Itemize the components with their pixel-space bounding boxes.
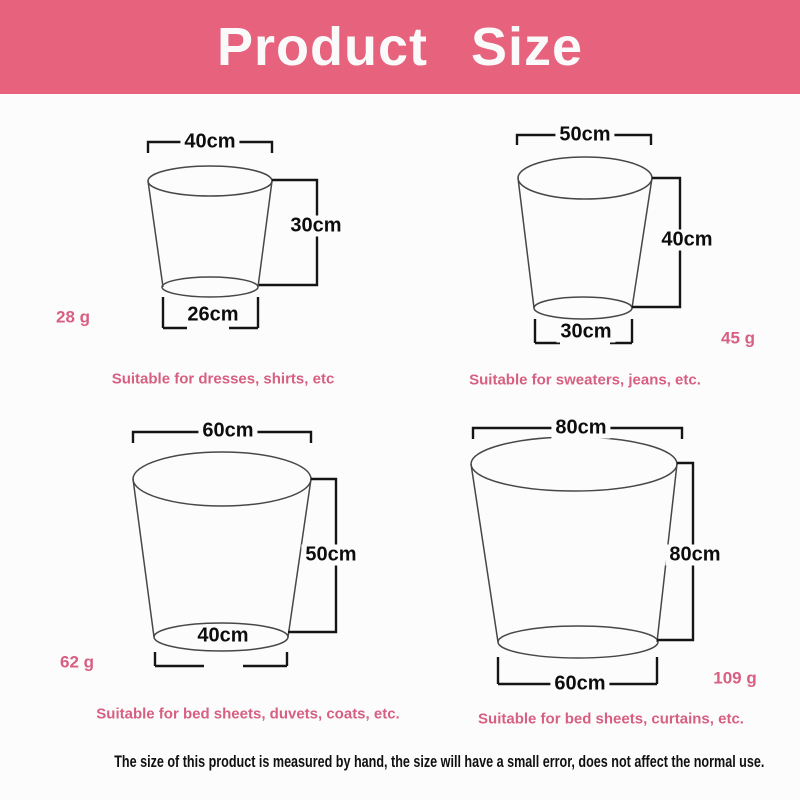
suitability-text: Suitable for sweaters, jeans, etc.: [469, 371, 701, 389]
weight-label: 62 g: [59, 652, 95, 672]
height-label: 50cm: [301, 545, 360, 566]
dimension-lines: [473, 428, 693, 684]
title-banner: [0, 0, 800, 94]
bag-outline: [518, 157, 652, 319]
bag-outline: [133, 452, 311, 651]
suitability-text: Suitable for bed sheets, duvets, coats, etc.: [96, 705, 400, 723]
bag-outline: [148, 166, 272, 297]
height-label: 80cm: [665, 545, 724, 566]
height-label: 40cm: [657, 230, 716, 251]
height-label: 30cm: [286, 216, 345, 237]
bottom-width-label: 30cm: [556, 322, 615, 343]
bottom-width-label: 60cm: [550, 674, 609, 695]
dimension-lines: [517, 135, 680, 343]
weight-label: 109 g: [713, 668, 757, 688]
suitability-text: Suitable for bed sheets, curtains, etc.: [478, 710, 744, 728]
top-width-label: 40cm: [180, 132, 239, 153]
page-title: Product Size: [216, 17, 584, 77]
suitability-text: Suitable for dresses, shirts, etc: [111, 370, 335, 388]
top-width-label: 50cm: [555, 125, 614, 146]
weight-label: 45 g: [720, 328, 756, 348]
weight-label: 28 g: [55, 307, 91, 327]
bottom-width-label: 40cm: [193, 626, 252, 647]
bottom-width-label: 26cm: [183, 305, 242, 326]
top-width-label: 80cm: [551, 418, 610, 439]
top-width-label: 60cm: [198, 421, 257, 442]
disclaimer-text: The size of this product is measured by hand, the size will have a small error, does not affect the normal use.: [114, 752, 765, 771]
bag-outline: [471, 437, 677, 658]
disclaimer: [0, 748, 800, 775]
